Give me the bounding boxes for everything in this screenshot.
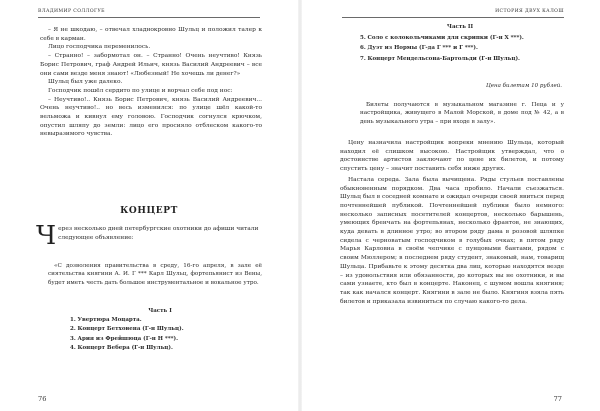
program-part-title: Часть II (446, 24, 474, 30)
page-number-right: 77 (553, 395, 562, 403)
program-part-2 (360, 22, 560, 64)
program-item (360, 33, 560, 44)
program-item (70, 316, 250, 325)
right-body-text (340, 139, 564, 306)
paragraph: Шульц был уже далеко. (48, 79, 123, 86)
program-item (70, 325, 250, 334)
paragraph: Цену назначила настройщик вопреки мнению Шульца, который находил её слишком высокою. Настройщик утверждал, что о достоинстве артистов заключают по цене их билетов, и потому спустить цену – значит поставить себя ниже других. (340, 140, 564, 173)
paragraph: – Я не шкодаю, – отвечал хладнокровно Шульц и положил талер к себе в карман. (40, 27, 262, 42)
program-item (360, 43, 560, 54)
program-item-number: 5. (360, 34, 366, 41)
program-item-number: 2. (70, 326, 76, 333)
header-rule-left (38, 17, 260, 18)
program-part-title: Часть I (148, 308, 172, 314)
paragraph: – Неучтиво!.. Князь Борис Петрович, князь Василий Андреевич... Очень неучтиво!.. но весь изменился: по улице шёл какой-то вельможа и кивнул ему головою. Господчик согнулся крючком, опустил шляпу до земли: лицо его просияло отблеском какого-то невыразимого чувства. (40, 96, 262, 138)
page-number-left: 76 (38, 395, 47, 403)
concert-announcement (48, 262, 262, 287)
tickets-notice-text: Билеты получаются в музыкальном магазине г. Пеца и у настройщика, живущего в Малой Морской, в доме под № 42, а в день музыкального утра – при входе в залу». (360, 102, 564, 125)
program-item-number: 6. (360, 45, 366, 51)
running-head-left: ВЛАДИМИР СОЛЛОГУБ (38, 9, 105, 14)
paragraph: Лицо господчика переменилось. (48, 44, 151, 51)
program-item-number: 7. (360, 55, 366, 62)
tickets-notice (360, 101, 564, 126)
left-body-text (40, 26, 262, 139)
program-part-1 (70, 307, 250, 353)
intro-text: ерез несколько дней петербургские охотники до афиши читали следующее объявление: (58, 226, 259, 241)
program-item-title: Концерт Вебера (Г-н Шульц). (77, 344, 173, 351)
program-item-title: Ария из Фрейшюца (Г-н Н ***). (77, 335, 179, 342)
program-item-number: 1. (70, 317, 76, 324)
program-item (360, 54, 560, 65)
left-page (0, 0, 298, 411)
paragraph: – Странно! – забормотал он. – Странно! Очень неучтиво! Князь Борис Петрович, граф Андрей Ильич, князь Василий Андреевич – все они сами везде меня знают! «Любезный! Не хочешь ли денег?» (40, 53, 262, 77)
program-item (70, 335, 250, 344)
header-rule-right (342, 17, 564, 18)
drop-cap: Ч (36, 221, 57, 251)
chapter-intro (36, 221, 262, 251)
announcement-text: «С дозволения правительства в среду, 16-го апреля, в зале её сиятельства княгини А. И. Г *** Карл Шульц, фортепьянист из Вены, будет иметь честь дать большое инструментальное и вокальное утро. (48, 263, 262, 286)
right-page (302, 0, 600, 411)
program-item-number: 3. (70, 335, 76, 342)
ticket-price: Цена билетам 10 рублей. (485, 83, 562, 89)
program-item-title: Соло с колокольчиками для скрипки (Г-н Х ***). (367, 34, 524, 41)
program-item-title: Концерт Мендельсона-Бартольди (Г-н Шульц). (367, 55, 520, 62)
paragraph: Настала середа. Зала была вычищена. Ряды стульев поставлены обыкновенным порядком. Два часа пробило. Начали съезжаться. Шульц был в соседней комнате и ожидал очереди своей явиться перед почтеннейшей публикой. Почтеннейшей публики было немного: несколько записных посетителей концертов, несколько барышень, умеющих бренчать на фортепьянах, несколько франтов, не знающих, куда девать в длинное утро; во втором ряду дама в розовой шляпке сидела с черноватым господчиком в голубых очках; в пятом ряду Марья Карловна в своём чепчике с пунцовыми бантами, рядом с своим Мюллером; в последнем ряду студент, знакомый, нам, товарищ Шульца. Прибавьте к этому десятка два лиц, которые находятся везде – из удовольствия или обязанности, до которых вы не охотники, и вы сами узнаете, кто был в концерте. Наконец, с шумом вошла княгиня; так как начался концерт. Княгини в зале не было. Княгиня взяла пять билетов и приказала извиниться по случаю какого-то дела. (340, 176, 564, 305)
chapter-title: КОНЦЕРТ (120, 206, 178, 216)
program-item-title: Увертюра Моцарта. (77, 317, 142, 324)
program-item-title: Концерт Бетховена (Г-н Шульц). (77, 326, 184, 333)
program-item (70, 344, 250, 353)
program-item-title: Дуэт из Нормы (Г-да Г *** и Г ***). (367, 45, 478, 51)
running-head-right: ИСТОРИЯ ДВУХ КАЛОШ (495, 9, 564, 14)
paragraph: Господчик пошёл сердито по улице и ворчал себе под нос: (48, 87, 233, 94)
program-item-number: 4. (70, 344, 76, 351)
